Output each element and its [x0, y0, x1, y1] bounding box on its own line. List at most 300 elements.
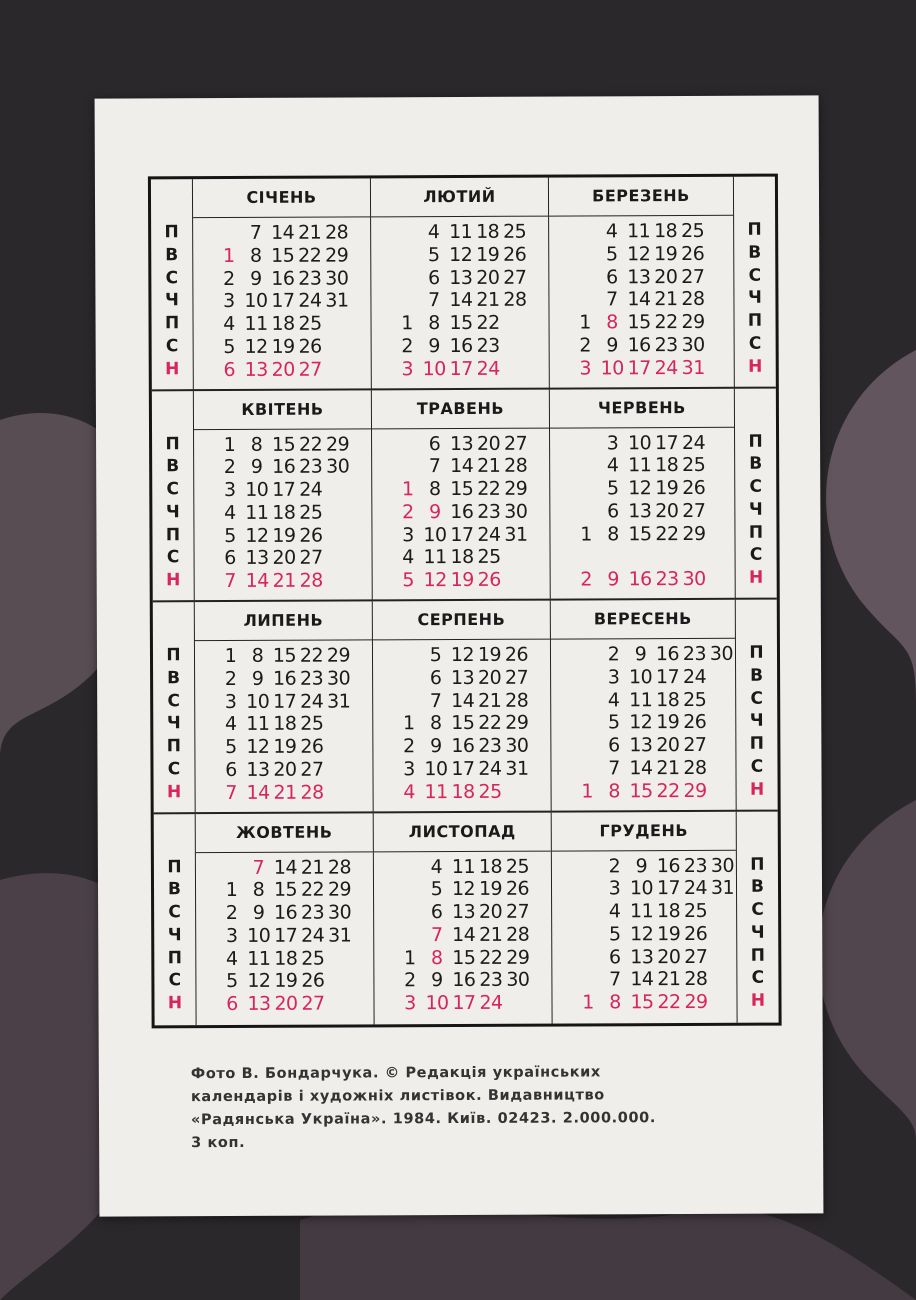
day-cell: 29 [325, 244, 349, 267]
day-cell: 11 [423, 546, 447, 569]
day-cell: 16 [655, 643, 680, 666]
day-cell: 28 [300, 781, 324, 804]
month-block [373, 601, 552, 813]
day-cell: 30 [326, 455, 350, 478]
day-cell [504, 780, 531, 803]
day-cell: 9 [635, 854, 648, 877]
day-cell: 12 [450, 643, 475, 667]
day-cell: 12 [628, 477, 652, 500]
day-cell: 29 [325, 432, 350, 456]
day-cell: 5 [427, 243, 440, 266]
weekday-label: Ч [167, 925, 182, 946]
day-cell: 7 [225, 781, 237, 804]
day-cell: 17 [449, 357, 473, 380]
day-cell [571, 220, 598, 243]
day-cell: 20 [273, 758, 297, 781]
day-cell [395, 690, 422, 713]
weekday-labels-right [735, 600, 778, 812]
day-cell: 8 [251, 644, 264, 667]
day-cell: 3 [404, 992, 416, 1015]
day-cell [326, 993, 353, 1016]
day-cell: 14 [630, 968, 654, 991]
day-cell: 19 [656, 711, 680, 734]
day-cell: 29 [684, 991, 708, 1014]
footer-line-4: 3 коп. [191, 1134, 246, 1152]
day-cell: 2 [580, 568, 593, 591]
day-cell: 1 [582, 991, 594, 1014]
day-cell: 19 [478, 878, 503, 901]
weekday-label: П [747, 219, 762, 240]
day-cell: 1 [225, 879, 238, 902]
day-cell: 21 [272, 569, 296, 593]
day-cell: 19 [477, 643, 502, 666]
day-cell [708, 734, 735, 757]
day-cell: 5 [224, 524, 236, 547]
day-cell: 4 [403, 780, 415, 804]
day-cell: 7 [224, 570, 237, 593]
day-cell: 14 [627, 288, 651, 311]
day-cell: 5 [226, 970, 238, 993]
day-cell: 7 [428, 289, 440, 312]
day-cell: 9 [429, 500, 441, 524]
day-cell [573, 643, 600, 666]
day-cell: 4 [224, 713, 237, 736]
weekday-label: С [750, 688, 763, 709]
day-cell: 12 [449, 243, 473, 266]
day-cell: 17 [274, 924, 298, 947]
day-cell [218, 856, 245, 879]
day-cell: 8 [606, 311, 618, 334]
day-cell [681, 545, 708, 568]
weekday-label: П [748, 522, 764, 543]
day-cell: 23 [682, 642, 707, 666]
day-cell [393, 244, 420, 267]
day-cell: 20 [655, 499, 679, 523]
weekday-label: П [165, 524, 181, 545]
day-cell: 15 [450, 478, 474, 501]
weekday-label: Ч [165, 502, 180, 523]
day-cell: 27 [299, 547, 323, 570]
day-cell: 18 [271, 312, 295, 336]
day-cell: 6 [608, 734, 620, 757]
day-cell: 18 [656, 688, 680, 711]
day-cell [215, 222, 242, 245]
day-cell: 29 [682, 522, 706, 545]
day-cell: 11 [245, 501, 269, 524]
day-cell: 10 [245, 478, 269, 502]
month-block [193, 178, 372, 390]
day-cell: 18 [273, 713, 297, 736]
day-cell: 24 [301, 924, 325, 947]
day-cell: 21 [654, 288, 678, 311]
day-cell: 8 [607, 522, 619, 546]
day-cell: 23 [300, 901, 325, 924]
day-cell: 25 [683, 688, 707, 711]
day-cell: 12 [627, 242, 651, 266]
day-cell: 16 [271, 267, 295, 290]
day-cell: 8 [428, 312, 440, 335]
day-cell: 18 [478, 855, 503, 878]
day-cell: 10 [247, 924, 271, 947]
day-cell: 3 [608, 877, 621, 900]
weekday-label: Н [748, 356, 763, 377]
day-cell: 6 [225, 758, 237, 782]
day-cell: 17 [273, 690, 297, 713]
weekday-label: П [164, 222, 179, 243]
month-days [195, 640, 373, 804]
day-cell: 17 [655, 665, 680, 688]
day-cell: 10 [246, 690, 270, 713]
day-cell: 29 [504, 477, 528, 500]
day-cell: 22 [655, 522, 679, 545]
day-cell [324, 358, 351, 381]
day-cell: 25 [681, 219, 705, 243]
day-cell: 13 [246, 758, 270, 781]
day-cell: 19 [273, 735, 297, 758]
day-cell: 17 [656, 877, 681, 900]
weekday-label: П [750, 945, 765, 966]
day-cell [574, 900, 601, 923]
day-cell: 8 [608, 780, 620, 803]
day-cell [324, 479, 351, 502]
day-cell: 27 [503, 266, 527, 289]
day-cell: 28 [327, 855, 352, 879]
day-cell: 23 [298, 267, 322, 290]
weekday-labels-right [733, 177, 776, 389]
day-cell: 28 [506, 923, 530, 946]
day-cell [574, 923, 601, 946]
month-name: ЛИСТОПАД [374, 812, 551, 852]
day-cell [709, 991, 736, 1014]
day-cell: 1 [223, 433, 236, 456]
weekday-label: П [167, 856, 182, 877]
day-cell: 5 [402, 569, 415, 592]
day-cell [324, 524, 351, 547]
day-cell: 30 [506, 969, 530, 992]
weekday-label: С [166, 547, 180, 568]
day-cell: 21 [656, 757, 680, 780]
day-cell: 26 [477, 569, 501, 592]
day-cell: 18 [451, 780, 475, 803]
day-cell: 16 [628, 568, 652, 591]
day-cell: 4 [402, 546, 414, 569]
weekday-label: В [167, 668, 181, 689]
month-block [195, 601, 374, 813]
day-cell: 4 [223, 313, 235, 336]
day-cell: 11 [628, 454, 652, 477]
day-cell: 21 [476, 289, 500, 312]
day-cell: 22 [478, 712, 502, 735]
publication-info [191, 1061, 751, 1155]
day-cell: 25 [503, 220, 527, 243]
day-cell [501, 312, 528, 335]
day-cell: 22 [656, 779, 680, 802]
month-days [373, 640, 551, 804]
day-cell: 23 [654, 334, 678, 357]
day-cell: 4 [608, 900, 621, 923]
day-cell: 22 [479, 946, 503, 969]
day-cell: 5 [430, 878, 443, 901]
day-cell: 23 [477, 500, 501, 523]
day-cell: 30 [710, 854, 735, 877]
day-cell [573, 689, 600, 712]
month-name: ЖОВТЕНЬ [196, 813, 373, 853]
day-cell: 19 [655, 477, 679, 500]
day-cell: 4 [605, 220, 618, 243]
day-cell [627, 546, 654, 569]
day-cell: 28 [299, 569, 323, 592]
day-cell: 17 [271, 290, 295, 313]
month-block [549, 177, 734, 389]
day-cell: 30 [327, 901, 352, 924]
day-cell [571, 266, 598, 289]
day-cell: 12 [244, 335, 268, 358]
weekday-label: С [749, 545, 763, 566]
day-cell: 2 [223, 267, 235, 290]
day-cell: 15 [627, 311, 651, 334]
day-cell [502, 357, 529, 380]
day-cell: 23 [683, 854, 708, 877]
day-cell: 27 [298, 358, 322, 381]
day-cell: 19 [476, 243, 500, 266]
day-cell: 22 [298, 433, 323, 456]
day-cell: 14 [271, 221, 295, 244]
day-cell: 27 [682, 499, 706, 522]
day-cell: 21 [300, 856, 325, 879]
day-cell: 27 [504, 666, 529, 689]
day-cell: 21 [657, 968, 681, 991]
day-cell: 15 [451, 712, 475, 735]
day-cell: 26 [300, 735, 324, 758]
day-cell: 6 [224, 547, 236, 570]
day-cell: 16 [452, 969, 476, 992]
day-cell: 9 [428, 335, 440, 358]
day-cell: 19 [654, 242, 678, 265]
day-cell: 17 [450, 523, 474, 546]
day-cell: 12 [423, 569, 447, 592]
weekday-label: Н [167, 993, 183, 1014]
weekday-label: Н [749, 779, 765, 800]
day-cell: 3 [401, 357, 414, 381]
day-cell: 9 [430, 735, 442, 758]
day-cell: 22 [300, 878, 325, 901]
weekday-label: В [165, 245, 179, 266]
day-cell: 24 [298, 289, 322, 313]
day-cell: 27 [683, 734, 707, 757]
day-cell: 21 [479, 923, 503, 946]
weekday-label: В [750, 876, 765, 898]
day-cell: 22 [477, 477, 501, 501]
day-cell: 12 [629, 711, 653, 734]
day-cell: 29 [506, 946, 530, 969]
day-cell: 5 [223, 335, 235, 359]
calendar-card [95, 95, 824, 1216]
day-cell: 26 [684, 922, 708, 945]
day-cell: 14 [245, 570, 269, 593]
day-cell: 5 [605, 243, 618, 266]
day-cell: 10 [425, 992, 449, 1015]
day-cell: 26 [683, 711, 707, 734]
day-cell: 19 [450, 569, 474, 592]
day-cell: 3 [606, 431, 619, 454]
day-cell [574, 969, 601, 992]
day-cell: 24 [682, 665, 707, 688]
day-cell: 27 [503, 432, 528, 455]
day-cell: 23 [476, 334, 500, 357]
day-cell: 1 [224, 644, 237, 668]
day-cell: 16 [450, 500, 474, 523]
weekday-label: П [167, 947, 182, 968]
day-cell: 9 [607, 568, 620, 591]
weekday-label: Ч [166, 713, 181, 734]
day-cell: 24 [683, 877, 708, 900]
day-cell [326, 947, 353, 970]
day-cell: 24 [479, 992, 503, 1015]
day-cell: 9 [251, 667, 264, 690]
day-cell: 6 [428, 432, 441, 455]
day-cell: 6 [226, 993, 238, 1016]
day-cell: 16 [656, 854, 681, 877]
day-cell: 19 [271, 335, 295, 358]
day-cell: 25 [682, 454, 706, 477]
month-block [372, 389, 551, 601]
weekday-label: В [750, 665, 764, 686]
day-cell: 9 [250, 456, 263, 479]
day-cell: 11 [627, 220, 651, 243]
day-cell: 7 [428, 455, 441, 478]
day-cell [396, 924, 423, 947]
month-days [374, 851, 552, 1015]
day-cell: 5 [606, 477, 619, 500]
day-cell: 16 [273, 901, 298, 924]
day-cell: 20 [271, 358, 295, 381]
month-days [552, 850, 737, 1014]
day-cell: 7 [606, 288, 618, 311]
day-cell: 28 [503, 289, 527, 312]
day-cell: 18 [476, 220, 500, 243]
day-cell: 14 [451, 689, 475, 712]
day-cell: 27 [684, 945, 708, 968]
weekday-label: С [748, 333, 762, 354]
month-block [550, 388, 735, 600]
month-days [193, 217, 371, 381]
day-cell: 25 [298, 312, 322, 335]
month-block [552, 811, 737, 1023]
day-cell: 10 [244, 290, 268, 313]
day-cell: 15 [273, 879, 298, 902]
weekday-label: Ч [749, 711, 764, 732]
day-cell: 9 [252, 901, 265, 924]
day-cell: 13 [449, 266, 473, 289]
weekday-label: Н [748, 567, 764, 589]
day-cell: 30 [326, 667, 351, 690]
day-cell: 24 [654, 356, 678, 379]
day-cell: 30 [504, 500, 528, 523]
day-cell: 17 [627, 356, 651, 380]
footer-line-1: Фото В. Бондарчука. © Редакція українських [190, 1064, 601, 1083]
weekday-label: П [750, 854, 765, 875]
weekday-label: Ч [748, 288, 762, 309]
day-cell: 8 [250, 433, 263, 456]
weekday-label: Н [165, 570, 181, 591]
day-cell: 3 [579, 357, 592, 380]
day-cell: 23 [299, 667, 324, 690]
day-cell: 18 [272, 501, 296, 524]
day-cell: 12 [245, 524, 269, 547]
day-cell: 15 [629, 779, 653, 803]
day-cell: 1 [579, 311, 591, 334]
month-days [196, 852, 374, 1016]
day-cell: 27 [681, 265, 705, 288]
day-cell: 20 [476, 266, 500, 289]
day-cell: 11 [629, 900, 654, 923]
day-cell [572, 477, 599, 500]
day-cell: 2 [223, 456, 236, 479]
day-cell: 7 [430, 923, 443, 947]
weekday-label: С [749, 476, 763, 497]
day-cell [325, 570, 352, 593]
day-cell: 5 [429, 644, 442, 667]
day-cell: 28 [681, 288, 705, 311]
footer-line-2: календарів і художніх листівок. Видавництво [190, 1087, 605, 1106]
weekday-label: П [749, 733, 765, 754]
day-cell: 10 [422, 357, 446, 380]
day-cell: 30 [709, 642, 734, 665]
day-cell: 11 [244, 313, 268, 336]
day-cell: 10 [629, 877, 654, 900]
day-cell [393, 290, 420, 313]
day-cell: 3 [223, 290, 235, 313]
day-cell [504, 992, 531, 1015]
day-cell: 3 [403, 758, 415, 781]
day-cell [502, 335, 529, 358]
day-cell: 15 [630, 991, 654, 1014]
day-cell: 24 [478, 757, 502, 780]
day-cell: 2 [404, 969, 416, 992]
day-cell: 30 [682, 568, 706, 591]
day-cell: 25 [477, 546, 501, 569]
day-cell: 26 [505, 877, 530, 901]
day-cell: 8 [252, 879, 265, 902]
day-cell: 30 [325, 267, 349, 290]
day-cell [325, 547, 352, 570]
day-cell: 15 [449, 312, 473, 335]
day-cell: 26 [504, 643, 529, 666]
day-cell: 4 [225, 947, 238, 970]
day-cell [396, 901, 423, 924]
day-cell: 17 [654, 431, 679, 454]
day-cell: 2 [224, 667, 237, 690]
day-cell: 31 [325, 289, 349, 312]
day-cell: 11 [424, 780, 448, 803]
day-cell: 1 [401, 478, 414, 501]
weekday-label: С [748, 265, 762, 286]
calendar-grid [148, 174, 782, 1029]
day-cell: 26 [503, 243, 527, 266]
weekday-labels-right [736, 811, 779, 1023]
day-cell: 18 [274, 947, 298, 970]
day-cell: 28 [505, 689, 529, 712]
day-cell [394, 455, 421, 478]
day-cell: 25 [478, 780, 502, 803]
day-cell: 31 [710, 877, 735, 900]
day-cell: 20 [274, 992, 298, 1016]
day-cell [574, 878, 601, 901]
month-days [194, 429, 372, 593]
weekday-label: П [749, 642, 764, 663]
day-cell: 22 [654, 311, 678, 334]
month-days [550, 427, 735, 591]
